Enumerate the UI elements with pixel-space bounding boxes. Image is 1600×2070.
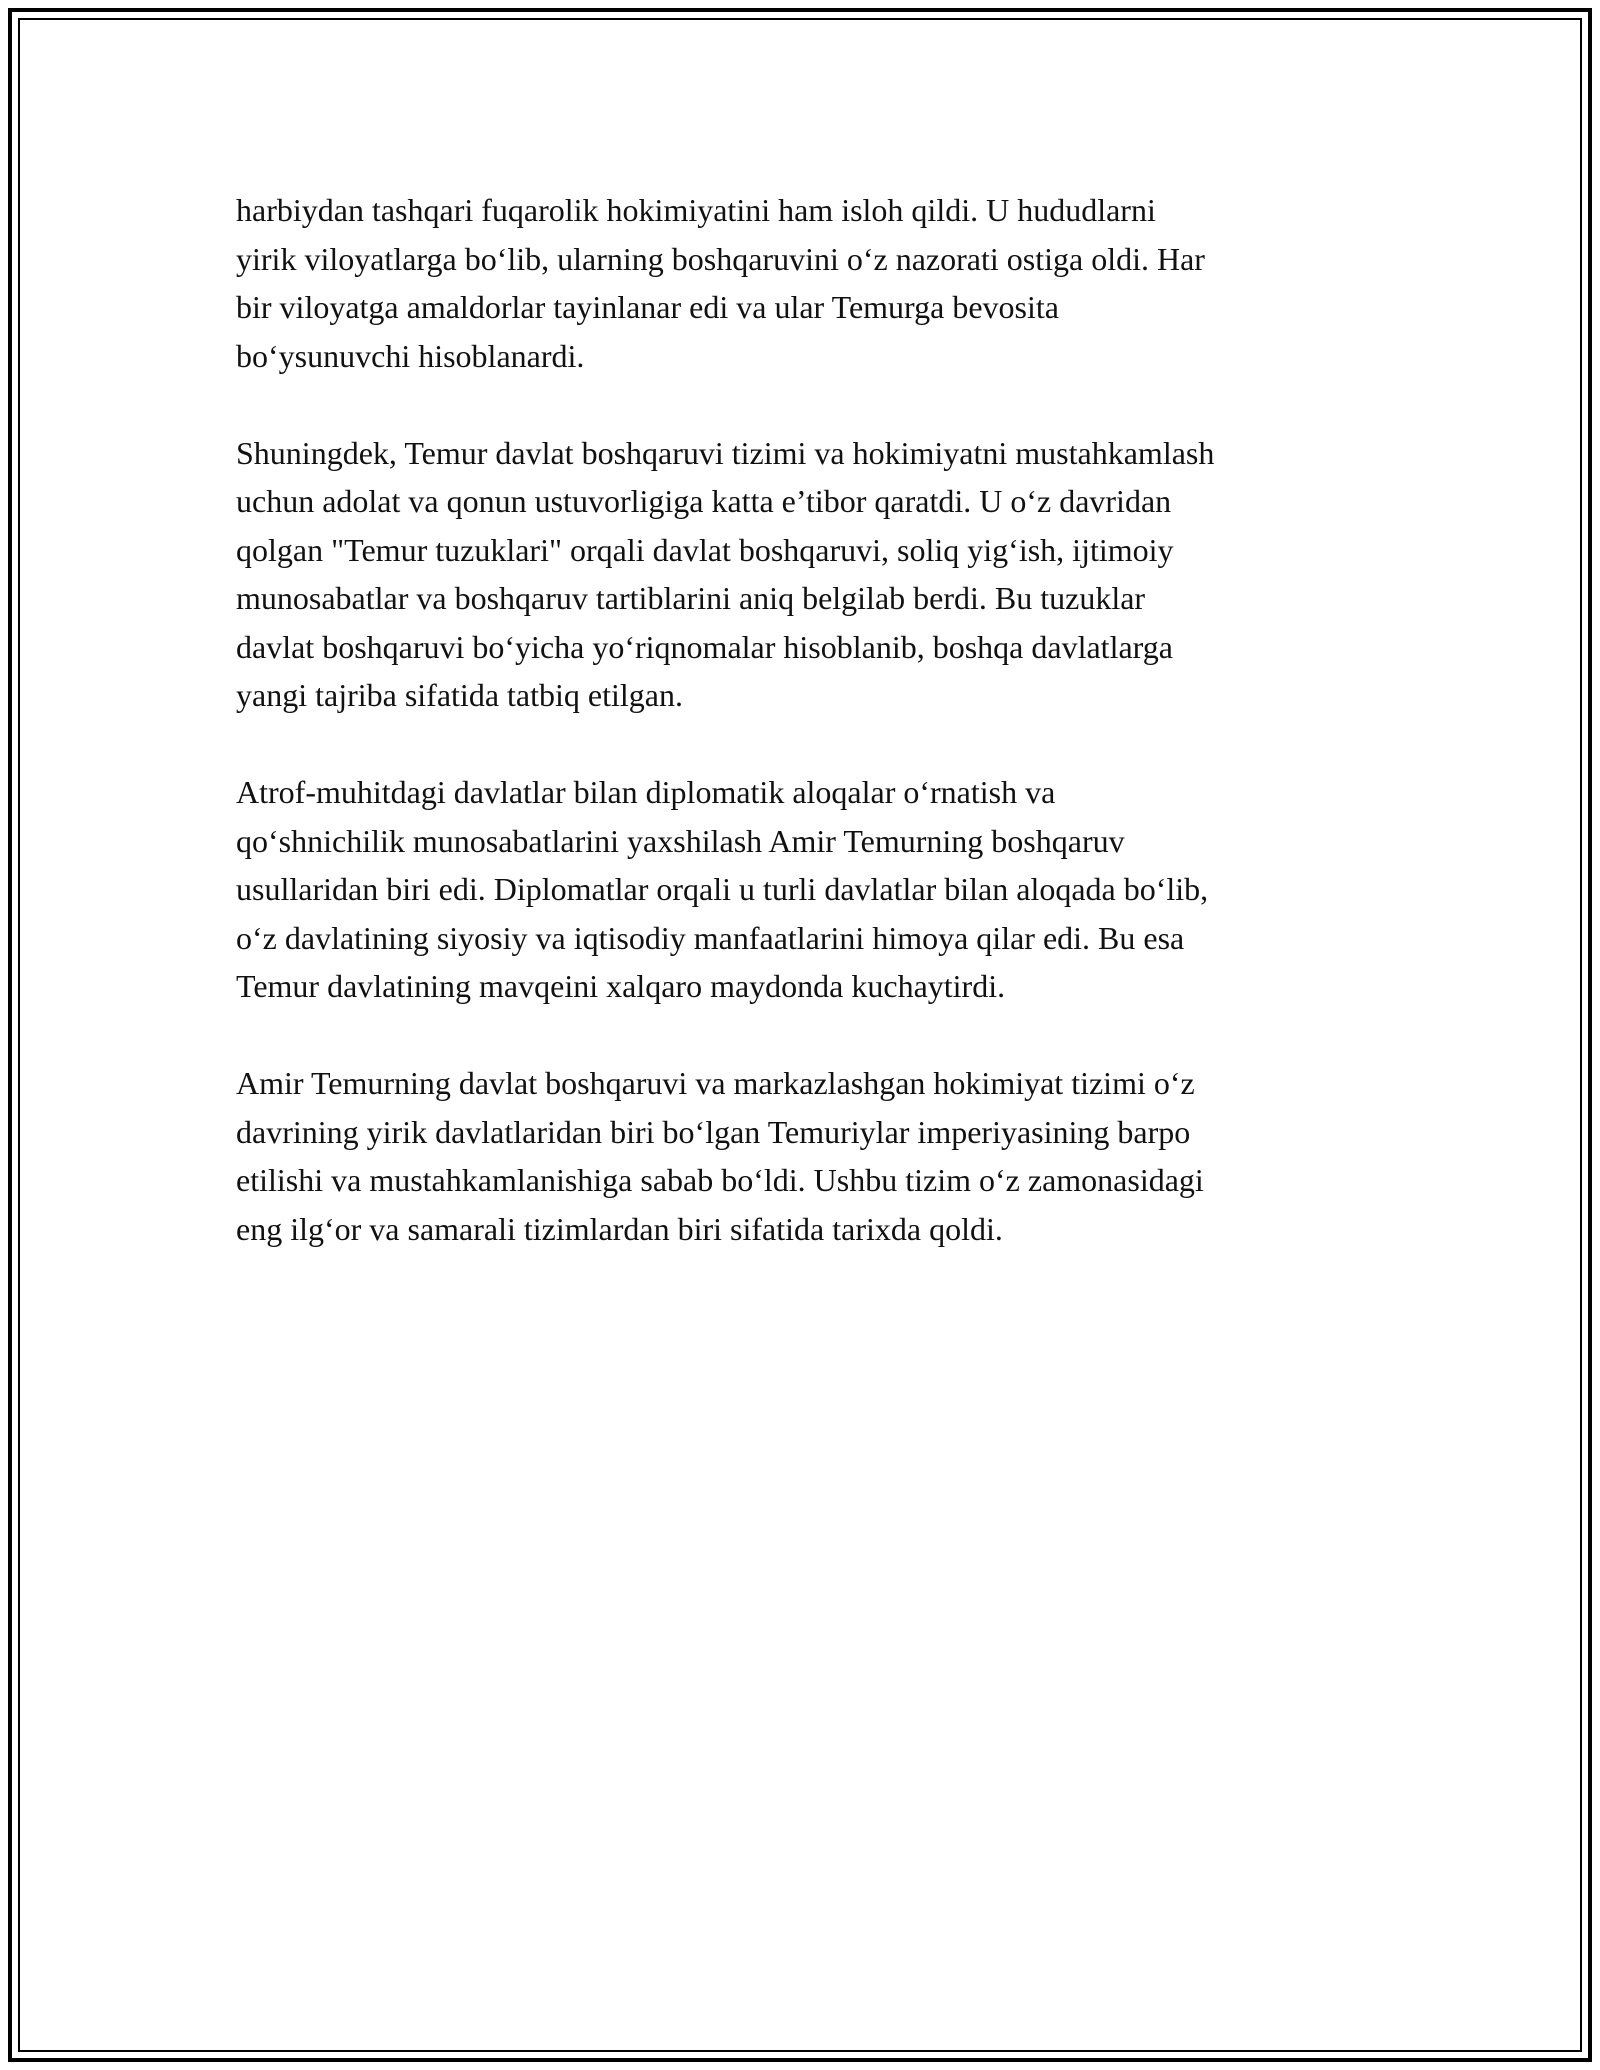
paragraph-3	[236, 768, 1366, 1011]
text-line: davlat boshqaruvi bo‘yicha yo‘riqnomalar hisoblanib, boshqa davlatlarga	[236, 628, 1173, 665]
paragraph-1	[236, 186, 1366, 380]
text-line: qo‘shnichilik munosabatlarini yaxshilash Amir Temurning boshqaruv	[236, 822, 1125, 859]
text-line: yangi tajriba sifatida tatbiq etilgan.	[236, 677, 683, 713]
text-line: Temur davlatining mavqeini xalqaro maydonda kuchaytirdi.	[236, 968, 1006, 1004]
text-line: munosabatlar va boshqaruv tartiblarini aniq belgilab berdi. Bu tuzuklar	[236, 580, 1146, 616]
text-line: bo‘ysunuvchi hisoblanardi.	[236, 337, 585, 374]
paragraph-4	[236, 1059, 1366, 1253]
paragraph-2	[236, 429, 1366, 720]
document-body	[236, 186, 1366, 1302]
text-line: Shuningdek, Temur davlat boshqaruvi tizimi va hokimiyatni mustahkamlash	[236, 434, 1215, 471]
text-line: qolgan "Temur tuzuklari" orqali davlat boshqaruvi, soliq yig‘ish, ijtimoiy	[236, 531, 1174, 568]
text-line: usullaridan biri edi. Diplomatlar orqali u turli davlatlar bilan aloqada bo‘lib,	[236, 871, 1209, 907]
text-line: etilishi va mustahkamlanishiga sabab bo‘ldi. Ushbu tizim o‘z zamonasidagi	[236, 1162, 1204, 1198]
text-line: eng ilg‘or va samarali tizimlardan biri sifatida tarixda qoldi.	[236, 1210, 1003, 1247]
text-line: o‘z davlatining siyosiy va iqtisodiy manfaatlarini himoya qilar edi. Bu esa	[236, 919, 1185, 956]
text-line: bir viloyatga amaldorlar tayinlanar edi va ular Temurga bevosita	[236, 289, 1059, 325]
text-line: Atrof-muhitdagi davlatlar bilan diplomatik aloqalar o‘rnatish va	[236, 774, 1056, 810]
text-line: Amir Temurning davlat boshqaruvi va markazlashgan hokimiyat tizimi o‘z	[236, 1065, 1195, 1101]
text-line: uchun adolat va qonun ustuvorligiga katta e’tibor qaratdi. U o‘z davridan	[236, 483, 1172, 519]
text-line: yirik viloyatlarga bo‘lib, ularning boshqaruvini o‘z nazorati ostiga oldi. Har	[236, 240, 1205, 277]
text-line: harbiydan tashqari fuqarolik hokimiyatini ham isloh qildi. U hududlarni	[236, 192, 1156, 228]
text-line: davrining yirik davlatlaridan biri bo‘lgan Temuriylar imperiyasining barpo	[236, 1113, 1191, 1150]
